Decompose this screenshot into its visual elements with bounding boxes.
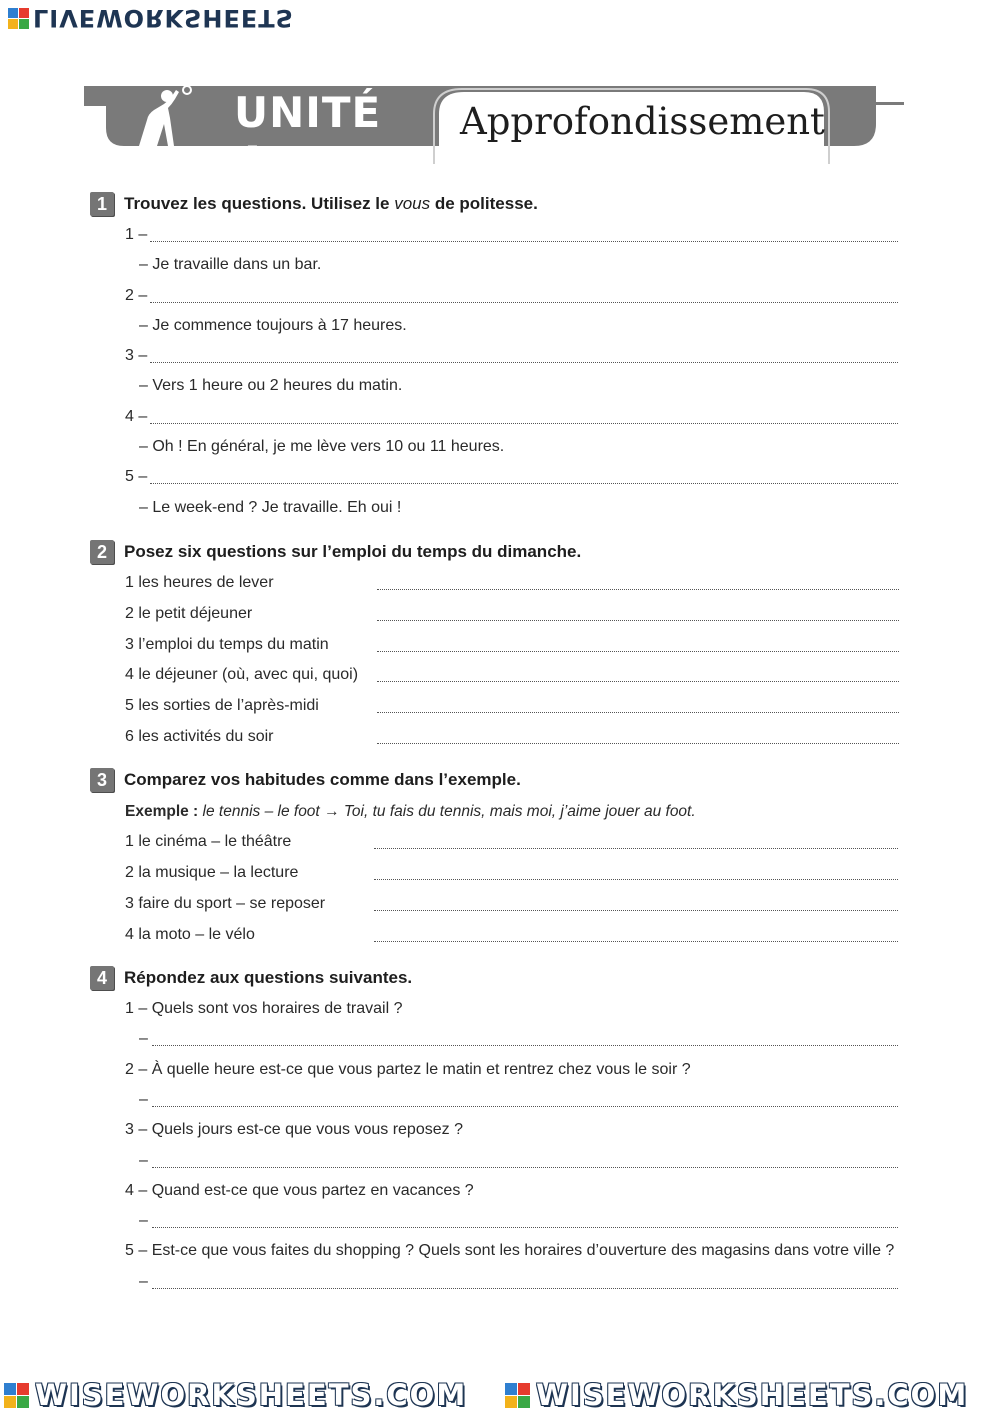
- answer-line[interactable]: [377, 712, 899, 713]
- answer-line[interactable]: [377, 743, 899, 744]
- question-number: 1 –: [125, 226, 148, 243]
- answer-dash: –: [139, 1091, 148, 1108]
- exercise-3-heading: [90, 768, 521, 792]
- prompt-item: 2 le petit déjeuner: [125, 605, 253, 622]
- answer-line[interactable]: [150, 241, 898, 242]
- answer-line[interactable]: [152, 1045, 898, 1046]
- unit-banner: [84, 84, 906, 186]
- wiseworksheets-logo-text: WISEWORKSHEETS.COM: [536, 1378, 969, 1412]
- answer-line[interactable]: [152, 1106, 898, 1107]
- prompt-item: 1 le cinéma – le théâtre: [125, 833, 292, 850]
- answer-line[interactable]: [377, 681, 899, 682]
- given-answer: – Vers 1 heure ou 2 heures du matin.: [139, 377, 403, 394]
- abc-cubes-icon: [505, 1383, 530, 1408]
- answer-line[interactable]: [374, 910, 898, 911]
- exercise-instruction: Répondez aux questions suivantes.: [124, 968, 413, 987]
- question-number: 3 –: [125, 347, 148, 364]
- given-answer: – Je commence toujours à 17 heures.: [139, 317, 407, 334]
- exercise-number-badge: 4: [90, 966, 114, 990]
- example-label: Exemple :: [125, 803, 199, 820]
- abc-cubes-icon: [8, 8, 29, 29]
- question-number: 2 –: [125, 287, 148, 304]
- answer-line[interactable]: [152, 1167, 898, 1168]
- wiseworksheets-logo: [4, 1378, 467, 1412]
- exercise-number-badge: 1: [90, 192, 114, 216]
- answer-dash: –: [139, 1152, 148, 1169]
- question-item: 4 – Quand est-ce que vous partez en vacances ?: [125, 1182, 474, 1199]
- prompt-item: 4 le déjeuner (où, avec qui, quoi): [125, 666, 359, 683]
- question-item: 2 – À quelle heure est-ce que vous partez le matin et rentrez chez vous le soir ?: [125, 1061, 691, 1078]
- arrow-icon: →: [324, 803, 340, 820]
- given-answer: – Je travaille dans un bar.: [139, 256, 322, 273]
- prompt-item: 4 la moto – le vélo: [125, 926, 255, 943]
- answer-line[interactable]: [150, 302, 898, 303]
- example-prompt: le tennis – le foot: [202, 803, 320, 820]
- question-item: 3 – Quels jours est-ce que vous vous reposez ?: [125, 1121, 463, 1138]
- exercise-1-heading: [90, 192, 538, 216]
- liveworksheets-logo: [8, 4, 294, 32]
- answer-line[interactable]: [150, 362, 898, 363]
- given-answer: – Le week-end ? Je travaille. Eh oui !: [139, 499, 402, 516]
- exercise-instruction: [124, 194, 538, 214]
- abc-cubes-icon: [4, 1383, 29, 1408]
- exercise-2-heading: [90, 540, 581, 564]
- answer-line[interactable]: [150, 423, 898, 424]
- answer-line[interactable]: [152, 1288, 898, 1289]
- question-number: 4 –: [125, 408, 148, 425]
- answer-line[interactable]: [377, 651, 899, 652]
- exercise-4-heading: [90, 966, 412, 990]
- page-title: Approfondissement: [460, 100, 825, 143]
- prompt-item: 3 faire du sport – se reposer: [125, 895, 326, 912]
- wiseworksheets-logo-text: WISEWORKSHEETS.COM: [35, 1378, 468, 1412]
- answer-line[interactable]: [152, 1227, 898, 1228]
- answer-dash: –: [139, 1212, 148, 1229]
- question-item: 1 – Quels sont vos horaires de travail ?: [125, 1000, 403, 1017]
- question-number: 5 –: [125, 468, 148, 485]
- exercise-instruction: Posez six questions sur l’emploi du temps du dimanche.: [124, 542, 582, 561]
- prompt-item: 5 les sorties de l’après-midi: [125, 697, 319, 714]
- answer-dash: –: [139, 1273, 148, 1290]
- exercise-number-badge: 2: [90, 540, 114, 564]
- wiseworksheets-logo: [505, 1378, 968, 1412]
- prompt-item: 2 la musique – la lecture: [125, 864, 299, 881]
- answer-line[interactable]: [374, 848, 898, 849]
- instruction-text: Trouvez les questions. Utilisez le: [124, 194, 395, 213]
- example-line: [125, 803, 696, 821]
- question-item: 5 – Est-ce que vous faites du shopping ? Quels sont les horaires d’ouverture des magasins dans votre ville ?: [125, 1242, 895, 1259]
- answer-line[interactable]: [377, 589, 899, 590]
- liveworksheets-logo-text: LIVEWORKSHEETS: [33, 4, 294, 32]
- exercise-number-badge: 3: [90, 768, 114, 792]
- instruction-text: de politesse.: [430, 194, 538, 213]
- answer-dash: –: [139, 1030, 148, 1047]
- answer-line[interactable]: [377, 620, 899, 621]
- answer-line[interactable]: [150, 483, 898, 484]
- answer-line[interactable]: [374, 879, 898, 880]
- given-answer: – Oh ! En général, je me lève vers 10 ou 11 heures.: [139, 438, 505, 455]
- unit-title: UNITÉ 4: [234, 88, 382, 186]
- answer-line[interactable]: [374, 941, 898, 942]
- example-answer: Toi, tu fais du tennis, mais moi, j’aime jouer au foot.: [343, 803, 696, 820]
- instruction-emphasis: vous: [394, 194, 431, 213]
- prompt-item: 6 les activités du soir: [125, 728, 274, 745]
- exercise-instruction: Comparez vos habitudes comme dans l’exemple.: [124, 770, 521, 789]
- prompt-item: 1 les heures de lever: [125, 574, 274, 591]
- prompt-item: 3 l’emploi du temps du matin: [125, 636, 329, 653]
